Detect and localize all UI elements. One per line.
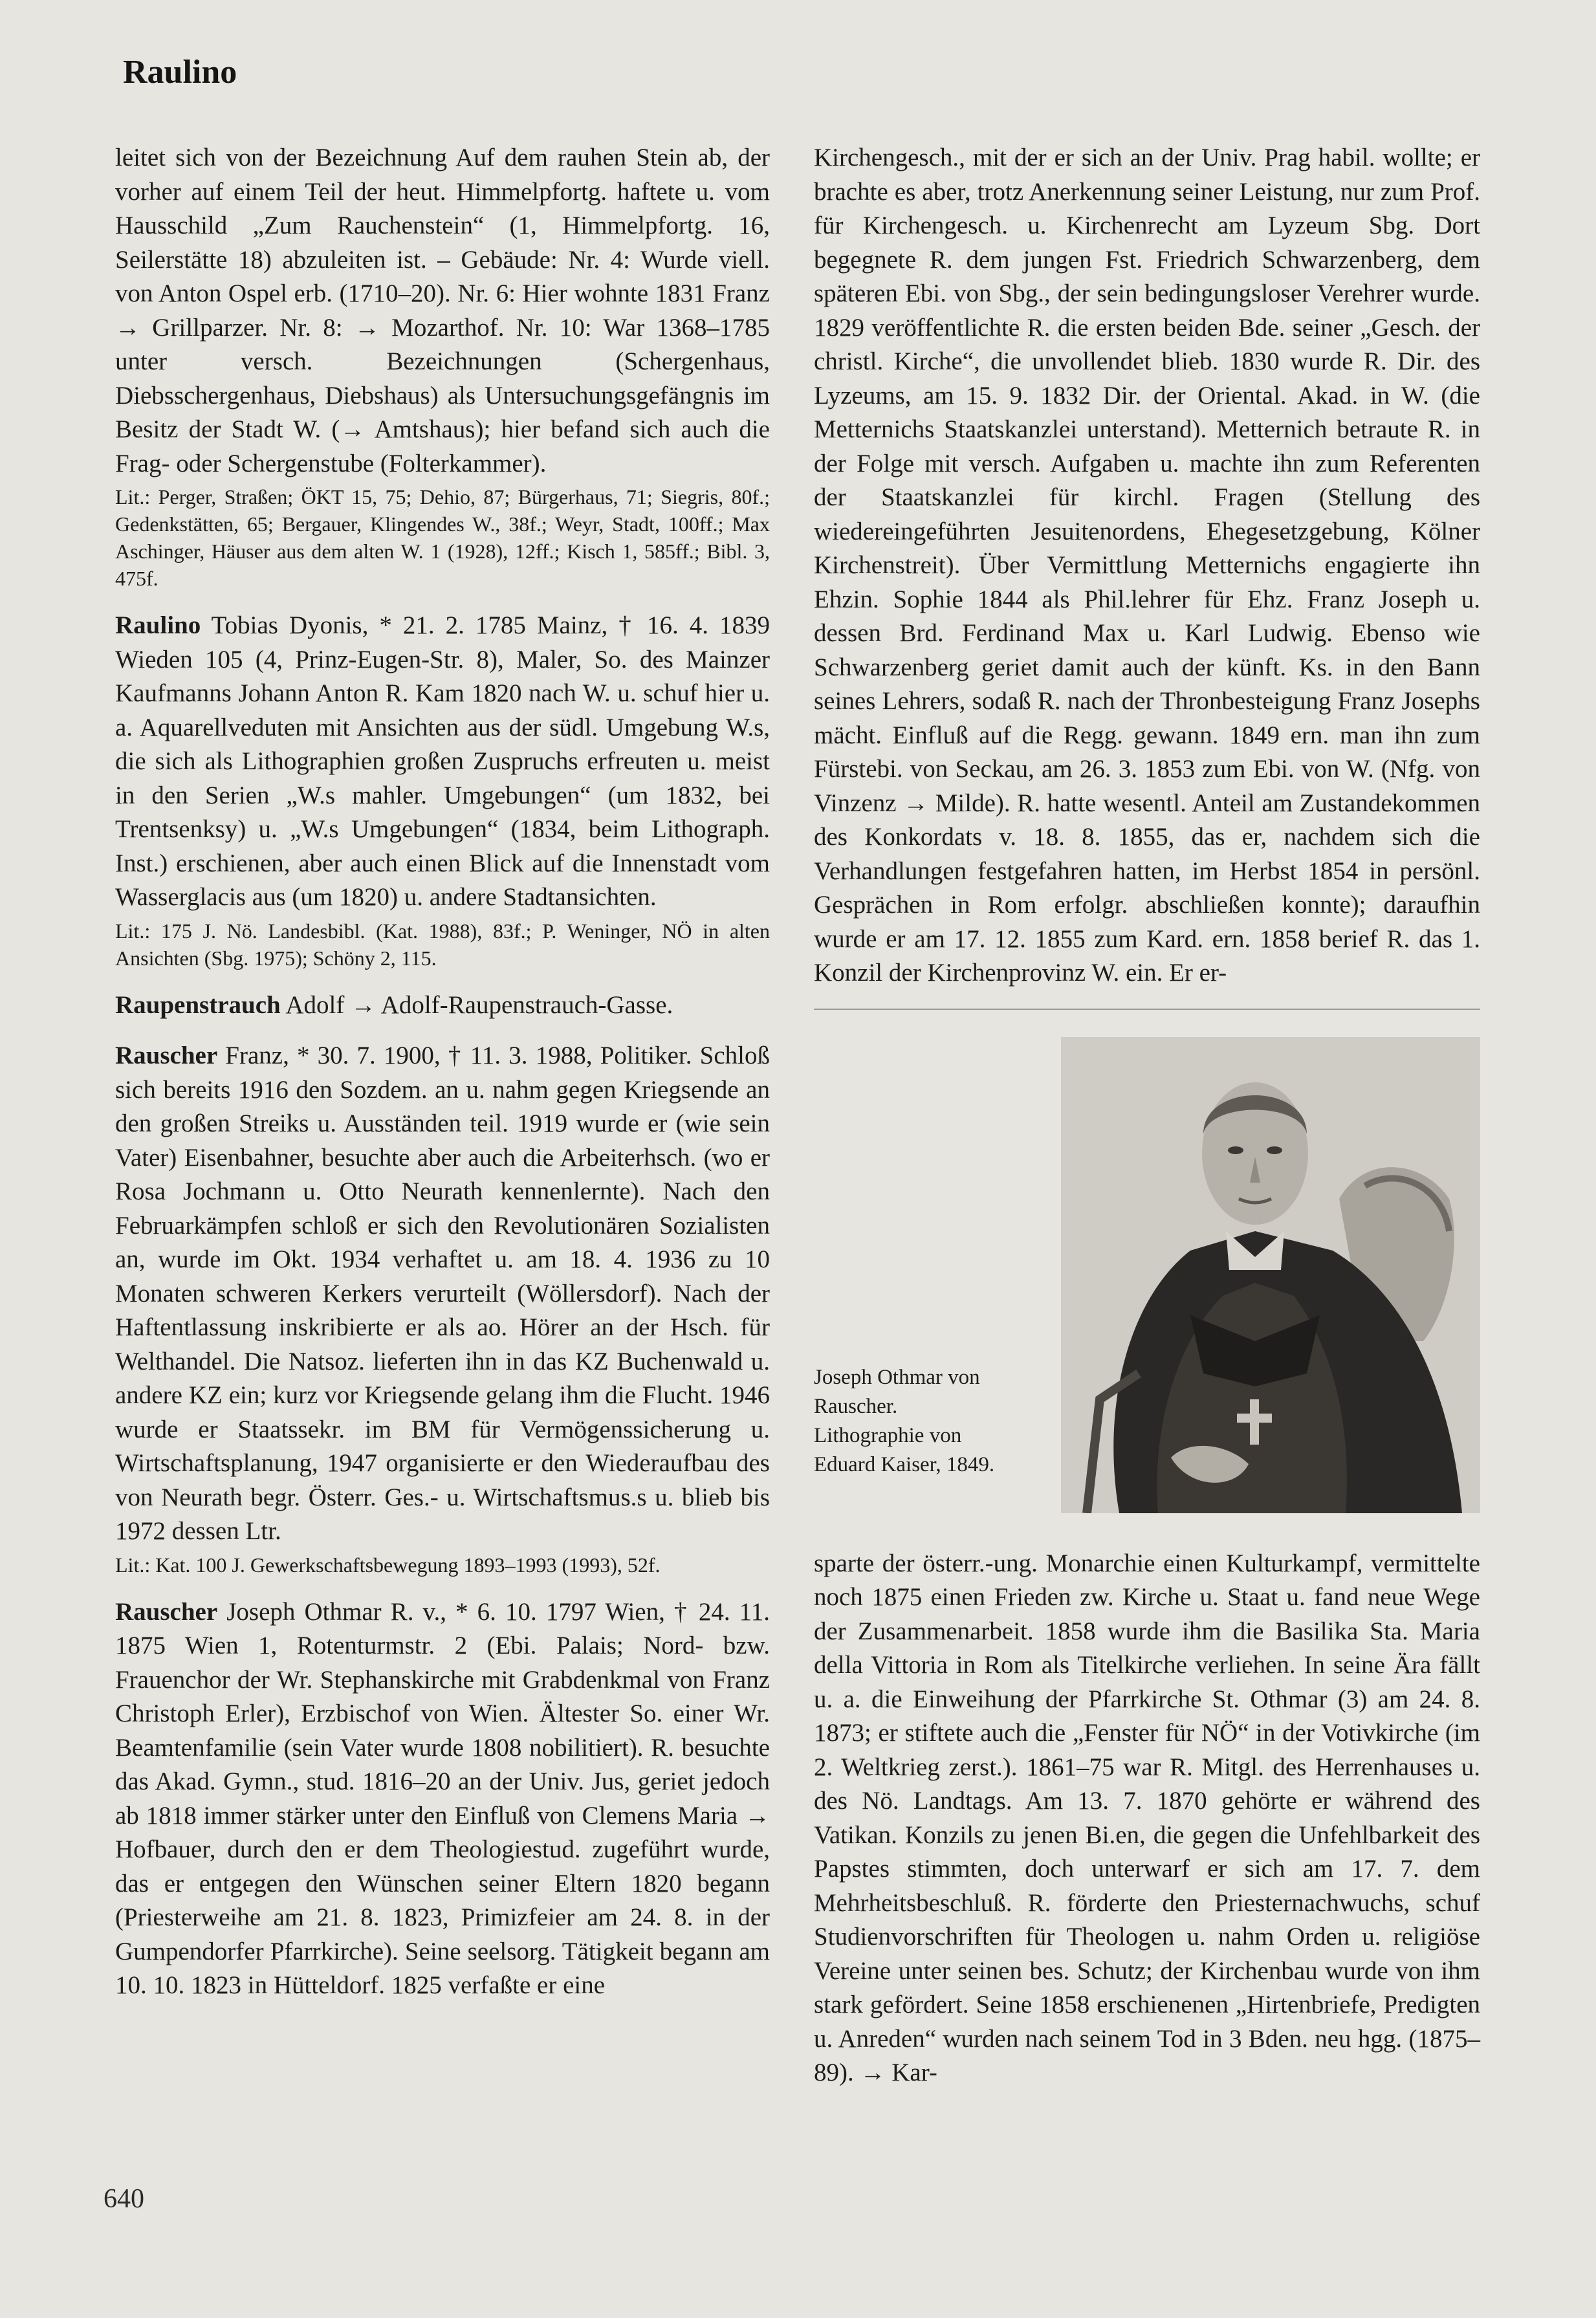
portrait-illustration <box>1061 1037 1480 1513</box>
entry-keyword: Rauscher <box>115 1597 218 1626</box>
caption-line: Joseph Othmar von <box>814 1365 980 1389</box>
caption-line: Lithographie von <box>814 1423 962 1447</box>
entry-text: Franz, * 30. 7. 1900, † 11. 3. 1988, Politiker. Schloß sich bereits 1916 den Sozdem. an u. nahm gegen Kriegsende an den großen Streiks u. Ausständen teil. 1919 wurde er (wie sein Vater) Eisenbahner, besuchte aber auch die Arbeiterhsch. (wo er Rosa Jochmann u. Otto Neurath kennenlernte). Nach den Februarkämpfen schloß er sich den Revolutionären Sozialisten an, wurde im Okt. 1934 verhaftet u. am 18. 4. 1936 zu 10 Monaten schweren Kerkers verurteilt (Wöllersdorf). Nach der Haftentlassung inskribierte er als ao. Hörer an der Hsch. für Welthandel. Die Natsoz. lieferten ihn in das KZ Buchenwald u. andere KZ ein; kurz vor Kriegsende gelang ihm die Flucht. 1946 wurde er Staatssekr. im BM für Vermögenssicherung u. Wirtschaftsplanung, 1947 organisierte er den Wiederaufbau des von Neurath begr. Österr. Ges.- u. Wirtschaftsmus.s u. blieb bis 1972 dessen Ltr. <box>115 1042 770 1545</box>
left-column <box>115 141 770 2003</box>
entry-continuation-paragraph: sparte der österr.-ung. Monarchie einen Kulturkampf, vermittelte noch 1875 einen Frieden zw. Kirche u. Staat u. fand neue Wege der Zusammenarbeit. 1858 wurde ihm die Basilika Sta. Maria della Vittoria in Rom als Titelkirche verliehen. In seine Ära fällt u. a. die Einweihung der Pfarrkirche St. Othmar (3) am 24. 8. 1873; er stiftete auch die „Fenster für NÖ“ in der Votivkirche (im 2. Weltkrieg zerst.). 1861–75 war R. Mitgl. des Herrenhauses u. des Nö. Landtags. Am 13. 7. 1870 gehörte er während des Vatikan. Konzils zu jenen Bi.en, die gegen die Unfehlbarkeit des Papstes stimmten, doch unterwarf er sich am 17. 7. dem Mehrheitsbeschluß. R. förderte den Priesternachwuchs, schuf Studienvorschriften für Theologen u. nahm Orden u. religiöse Vereine unter seinen bes. Schutz; der Kirchenbau wurde von ihm stark gefördert. Seine 1858 erschienenen „Hirtenbriefe, Predigten u. Anreden“ wurden nach seinem Tod in 3 Bden. neu hgg. (1875–89). → Kar- <box>814 1549 1480 2086</box>
page-number: 640 <box>104 2184 144 2214</box>
caption-line: Rauscher. <box>814 1394 898 1418</box>
entry-text: Tobias Dyonis, * 21. 2. 1785 Mainz, † 16. 4. 1839 Wieden 105 (4, Prinz-Eugen-Str. 8), Maler, So. des Mainzer Kaufmanns Johann Anton R. Kam 1820 nach W. u. schuf hier u. a. Aquarellveduten mit Ansichten aus der südl. Umgebung W.s, die sich als Lithographien großen Zuspruchs erfreuten u. meist in den Serien „W.s mahler. Umgebungen“ (um 1832, bei Trentsenksy) u. „W.s Umgebungen“ (1834, beim Lithograph. Inst.) erschienen, aber auch einen Blick auf die Innenstadt vom Wasserglacis aus (um 1820) u. andere Stadtansichten. <box>115 611 770 911</box>
figure-caption <box>814 1363 1060 1480</box>
entry-keyword: Raupenstrauch <box>115 990 281 1019</box>
literature-reference: Lit.: Kat. 100 J. Gewerkschaftsbewegung 1893–1993 (1993), 52f. <box>115 1553 661 1577</box>
entry-rauscher-joseph <box>115 1595 770 2003</box>
portrait-lithograph-image <box>1061 1037 1480 1513</box>
entry-continuation-paragraph: leitet sich von der Bezeichnung Auf dem rauhen Stein ab, der vorher auf einem Teil der heut. Himmelpfortg. haftete u. vom Hausschild „Zum Rauchenstein“ (1, Himmelpfortg. 16, Seilerstätte 18) abzuleiten ist. – Gebäude: Nr. 4: Wurde viell. von Anton Ospel erb. (1710–20). Nr. 6: Hier wohnte 1831 Franz → Grillparzer. Nr. 8: → Mozarthof. Nr. 10: War 1368–1785 unter versch. Bezeichnungen (Schergenhaus, Diebsschergenhaus, Diebshaus) als Untersuchungsgefängnis im Besitz der Stadt W. (→ Amtshaus); hier befand sich auch die Frag- oder Schergenstube (Folterkammer). <box>115 144 770 477</box>
portrait-figure <box>814 1009 1480 1533</box>
entry-keyword: Rauscher <box>115 1042 218 1069</box>
page-header-title: Raulino <box>123 54 237 91</box>
entry-rauscher-franz <box>115 1039 770 1549</box>
figure-divider <box>814 1009 1480 1010</box>
entry-text: Adolf → Adolf-Raupenstrauch-Gasse. <box>280 990 673 1019</box>
entry-raulino <box>115 609 770 915</box>
entry-continuation-paragraph: Kirchengesch., mit der er sich an der Univ. Prag habil. wollte; er brachte es aber, trotz Anerkennung seiner Leistung, nur zum Prof. für Kirchengesch. u. Kirchenrecht am Lyzeum Sbg. Dort begegnete R. dem jungen Fst. Friedrich Schwarzenberg, dem späteren Ebi. von Sbg., der sein bedingungsloser Verehrer wurde. 1829 veröffentlichte R. die ersten beiden Bde. seiner „Gesch. der christl. Kirche“, die unvollendet blieb. 1830 wurde R. Dir. des Lyzeums, am 15. 9. 1832 Dir. der Oriental. Akad. in W. (die Metternichs Staatskanzlei unterstand). Metternich betraute R. in der Folge mit versch. Aufgaben u. machte ihn zum Referenten der Staatskanzlei für kirchl. Fragen (Stellung des wiedereingeführten Jesuitenordens, Ehegesetzgebung, Kölner Kirchenstreit). Über Vermittlung Metternichs engagierte ihn Ehzin. Sophie 1844 als Phil.lehrer für Ehz. Franz Joseph u. dessen Brd. Ferdinand Max u. Karl Ludwig. Ebenso wie Schwarzenberg geriet damit auch der künft. Ks. in den Bann seines Lehrers, sodaß R. nach der Thronbesteigung Franz Josephs mächt. Einfluß auf die Regg. gewann. 1849 ern. man ihn zum Fürstebi. von Seckau, am 26. 3. 1853 zum Ebi. von W. (Nfg. von Vinzenz → Milde). R. hatte wesentl. Anteil am Zustandekommen des Konkordats v. 18. 8. 1855, das er, nachdem sich die Verhandlungen festgefahren hatten, im Herbst 1854 in persönl. Gesprächen in Rom erfolgr. abschließen konnte); daraufhin wurde er am 17. 12. 1855 zum Kard. ern. 1858 berief R. das 1. Konzil der Kirchenprovinz W. ein. Er er- <box>814 144 1480 987</box>
entry-text: Joseph Othmar R. v., * 6. 10. 1797 Wien, † 24. 11. 1875 Wien 1, Rotenturmstr. 2 (Ebi. Palais; Nord- bzw. Frauenchor der Wr. Stephanskirche mit Grabdenkmal von Franz Christoph Erler), Erzbischof von Wien. Ältester So. einer Wr. Beamtenfamilie (sein Vater wurde 1808 nobilitiert). R. besuchte das Akad. Gymn., stud. 1816–20 an der Univ. Jus, geriet jedoch ab 1818 immer stärker unter den Einfluß von Clemens Maria → Hofbauer, durch den er dem Theologiestud. zugeführt wurde, das er entgegen den Wünschen seiner Eltern 1820 begann (Priesterweihe am 21. 8. 1823, Primizfeier am 24. 8. in der Gumpendorfer Pfarrkirche). Seine seelsorg. Tätigkeit begann am 10. 10. 1823 in Hütteldorf. 1825 verfaßte er eine <box>115 1597 770 1999</box>
caption-line: Eduard Kaiser, 1849. <box>814 1452 995 1476</box>
right-column <box>814 141 1480 2090</box>
entry-keyword: Raulino <box>115 611 201 639</box>
literature-reference: Lit.: 175 J. Nö. Landesbibl. (Kat. 1988), 83f.; P. Weninger, NÖ in alten Ansichten (Sbg. 1975); Schöny 2, 115. <box>115 919 770 970</box>
literature-reference: Lit.: Perger, Straßen; ÖKT 15, 75; Dehio, 87; Bürgerhaus, 71; Siegris, 80f.; Gedenkstätten, 65; Bergauer, Klingendes W., 38f.; Weyr, Stadt, 100ff.; Max Aschinger, Häuser aus dem alten W. 1 (1928), 12ff.; Kisch 1, 585ff.; Bibl. 3, 475f. <box>115 485 770 590</box>
entry-raupenstrauch <box>115 989 770 1023</box>
